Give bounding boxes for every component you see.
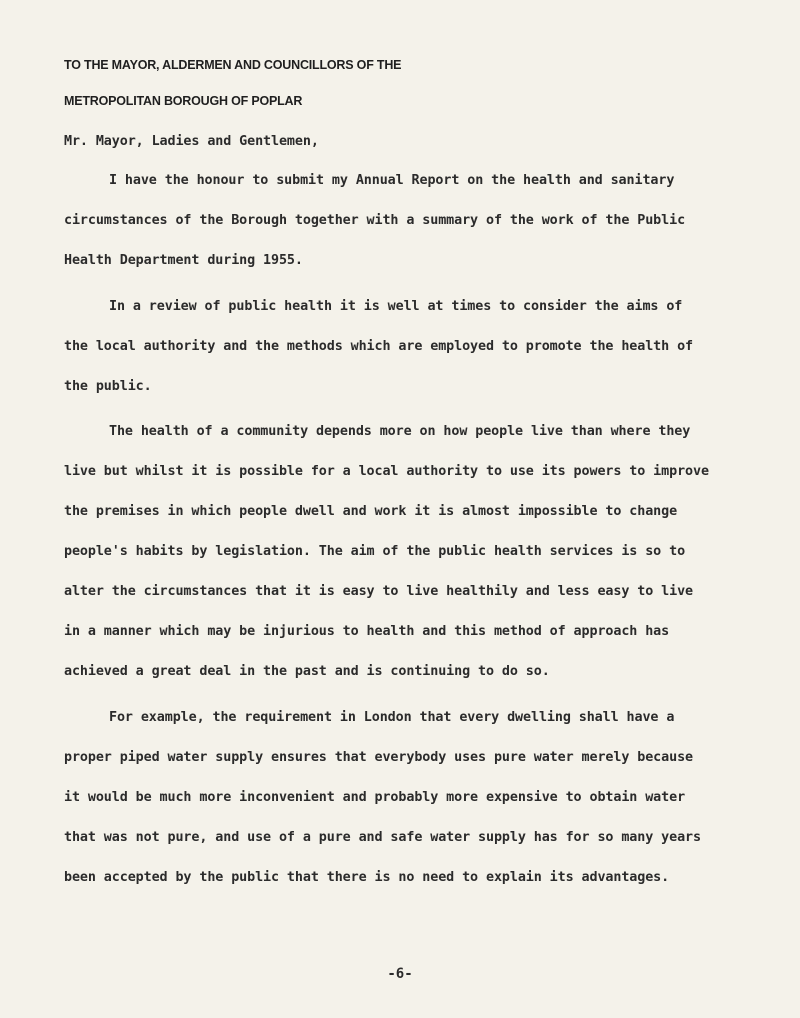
paragraph-2-line-3: the public. [64,379,152,394]
heading-line-2: METROPOLITAN BOROUGH OF POPLAR [64,94,303,108]
paragraph-3-line-4: people's habits by legislation. The aim of the public health services is so to [64,544,686,559]
paragraph-4-line-4: that was not pure, and use of a pure and safe water supply has for so many years [64,830,701,845]
paragraph-2-line-2: the local authority and the methods which are employed to promote the health of [64,339,693,354]
paragraph-3-line-2: live but whilst it is possible for a local authority to use its powers to improve [64,464,709,479]
paragraph-2-line-1: In a review of public health it is well at times to consider the aims of [109,299,683,314]
paragraph-4-line-2: proper piped water supply ensures that everybody uses pure water merely because [64,750,693,765]
heading-line-1: TO THE MAYOR, ALDERMEN AND COUNCILLORS OF THE [64,58,402,72]
paragraph-1-line-1: I have the honour to submit my Annual Report on the health and sanitary [109,173,675,188]
paragraph-4-line-3: it would be much more inconvenient and probably more expensive to obtain water [64,790,686,805]
paragraph-3-line-7: achieved a great deal in the past and is continuing to do so. [64,664,550,679]
paragraph-1-line-3: Health Department during 1955. [64,253,303,268]
paragraph-4-line-1: For example, the requirement in London that every dwelling shall have a [109,710,675,725]
salutation: Mr. Mayor, Ladies and Gentlemen, [64,134,319,149]
paragraph-4-line-5: been accepted by the public that there is no need to explain its advantages. [64,870,670,885]
page-number: -6- [387,966,413,982]
paragraph-3-line-5: alter the circumstances that it is easy to live healthily and less easy to live [64,584,693,599]
paragraph-3-line-6: in a manner which may be injurious to health and this method of approach has [64,624,670,639]
paragraph-1-line-2: circumstances of the Borough together with a summary of the work of the Public [64,213,686,228]
paragraph-3-line-1: The health of a community depends more on how people live than where they [109,424,691,439]
paragraph-3-line-3: the premises in which people dwell and work it is almost impossible to change [64,504,678,519]
